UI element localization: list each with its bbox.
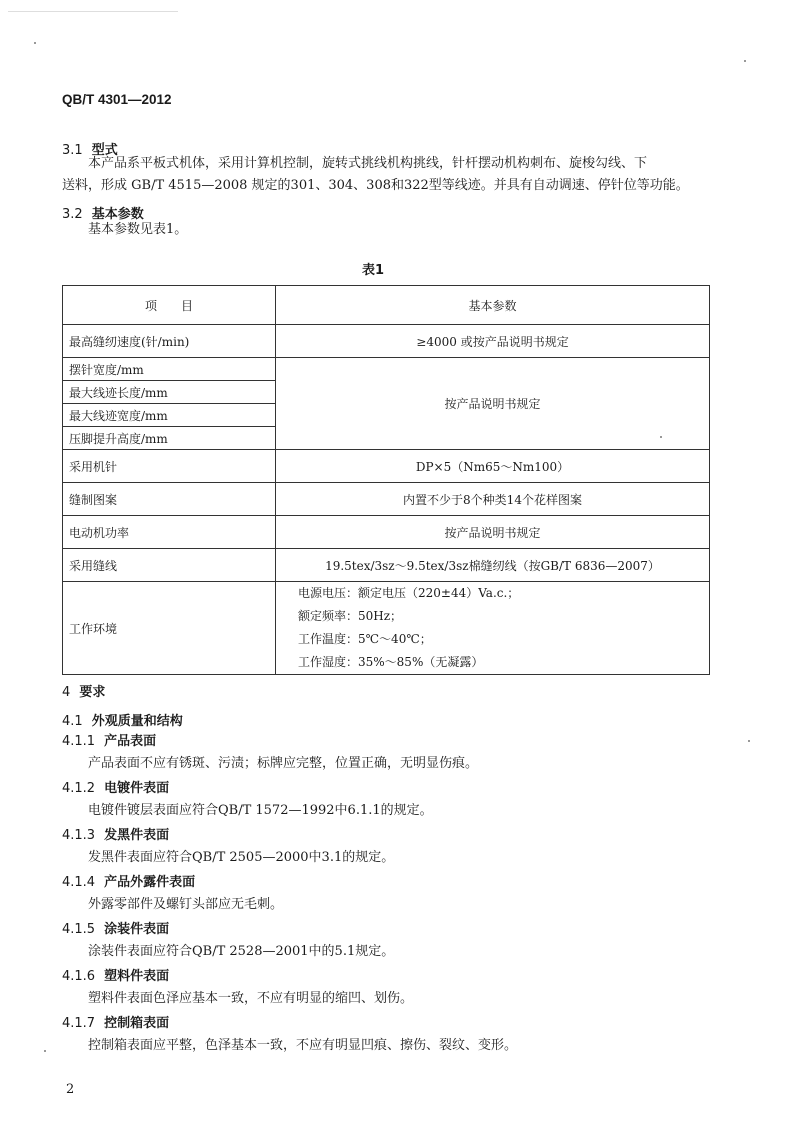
standard-id: QB/T 4301—2012 xyxy=(62,92,172,107)
subsection-title: 产品外露件表面 xyxy=(104,875,196,890)
subsection-number: 4.1.6 xyxy=(62,969,96,984)
subsection-number: 4.1.1 xyxy=(62,734,96,749)
section-3-2-body: 基本参数见表1。 xyxy=(88,222,188,237)
requirement-item xyxy=(62,825,742,872)
env-line: 电源电压：额定电压（220±44）Va.c.； xyxy=(298,586,520,600)
table-row xyxy=(63,325,710,358)
paragraph-line: 送料，形成 GB/T 4515—2008 规定的301、304、308和322型等线迹。并具有自动调速、停针位等功能。 xyxy=(62,178,689,193)
env-cell xyxy=(276,582,710,675)
subsection-title: 发黑件表面 xyxy=(104,828,170,843)
subsection-title: 塑料件表面 xyxy=(104,969,170,984)
subsection-heading xyxy=(62,966,742,988)
scan-speck xyxy=(748,740,750,742)
subsection-number: 4.1.2 xyxy=(62,781,96,796)
table-row xyxy=(63,483,710,516)
subsection-heading xyxy=(62,1013,742,1035)
param-name: 缝制图案 xyxy=(63,483,276,516)
section-number: 3.2 xyxy=(62,207,83,222)
subsection-title: 电镀件表面 xyxy=(104,781,170,796)
subsection-text: 控制箱表面应平整，色泽基本一致，不应有明显凹痕、擦伤、裂纹、变形。 xyxy=(88,1038,518,1053)
subsection-number: 4.1.4 xyxy=(62,875,96,890)
param-value: 按产品说明书规定 xyxy=(276,516,710,549)
scan-speck xyxy=(44,1050,46,1052)
section-3-1-body xyxy=(62,153,689,197)
header-cell-params: 基本参数 xyxy=(276,286,710,325)
requirement-item xyxy=(62,919,742,966)
param-name: 最大线迹宽度/mm xyxy=(63,404,276,427)
table-row xyxy=(63,516,710,549)
section-title: 基本参数 xyxy=(91,207,144,222)
section-number: 4.1 xyxy=(62,714,83,729)
param-name: 工作环境 xyxy=(63,582,276,675)
section-title: 型式 xyxy=(91,143,118,158)
subsection-text: 塑料件表面色泽应基本一致，不应有明显的缩凹、划伤。 xyxy=(88,991,414,1006)
requirement-item xyxy=(62,778,742,825)
subsection-text: 发黑件表面应符合QB/T 2505—2000中3.1的规定。 xyxy=(88,850,395,865)
param-name: 压脚提升高度/mm xyxy=(63,427,276,450)
section-number: 3.1 xyxy=(62,143,83,158)
subsection-number: 4.1.5 xyxy=(62,922,96,937)
param-name: 电动机功率 xyxy=(63,516,276,549)
section-number: 4 xyxy=(62,685,71,700)
table-header-row xyxy=(63,286,710,325)
subsection-title: 控制箱表面 xyxy=(104,1016,170,1031)
section-title: 要求 xyxy=(79,685,106,700)
section-title: 外观质量和结构 xyxy=(91,714,183,729)
env-line: 工作湿度：35%～85%（无凝露） xyxy=(298,655,484,669)
env-line: 工作温度：5℃～40℃； xyxy=(298,632,432,646)
requirement-item xyxy=(62,966,742,1013)
page-number: 2 xyxy=(66,1082,75,1097)
parameter-table xyxy=(62,285,710,675)
param-name: 摆针宽度/mm xyxy=(63,358,276,381)
requirement-item xyxy=(62,1013,742,1060)
table-caption: 表1 xyxy=(362,263,385,278)
table-row xyxy=(63,450,710,483)
subsection-text: 涂装件表面应符合QB/T 2528—2001中的5.1规定。 xyxy=(88,944,395,959)
subsection-number: 4.1.7 xyxy=(62,1016,96,1031)
param-value: 19.5tex/3sz～9.5tex/3sz棉缝纫线（按GB/T 6836—2007） xyxy=(276,549,710,582)
param-value-merged: 按产品说明书规定 xyxy=(276,358,710,450)
subsection-text: 产品表面不应有锈斑、污渍；标牌应完整，位置正确，无明显伤痕。 xyxy=(88,756,479,771)
table-row xyxy=(63,582,710,675)
section-4-1-heading xyxy=(62,710,183,729)
requirement-item xyxy=(62,872,742,919)
param-value: 内置不少于8个种类14个花样图案 xyxy=(276,483,710,516)
param-name: 采用机针 xyxy=(63,450,276,483)
table-row xyxy=(63,549,710,582)
requirement-item xyxy=(62,731,742,778)
subsection-heading xyxy=(62,872,742,894)
param-name: 最大线迹长度/mm xyxy=(63,381,276,404)
subsection-heading xyxy=(62,731,742,753)
subsection-text: 外露零部件及螺钉头部应无毛刺。 xyxy=(88,897,284,912)
subsection-heading xyxy=(62,919,742,941)
subsection-number: 4.1.3 xyxy=(62,828,96,843)
paragraph-line: 本产品系平板式机体，采用计算机控制，旋转式挑线机构挑线，针杆摆动机构刺布、旋梭勾线、下 xyxy=(88,156,648,171)
scan-speck xyxy=(34,42,36,44)
env-line: 额定频率：50Hz； xyxy=(298,609,403,623)
param-value: ≥4000 或按产品说明书规定 xyxy=(276,325,710,358)
param-name: 最高缝纫速度(针/min) xyxy=(63,325,276,358)
requirements-list xyxy=(62,731,742,1060)
header-cell-item: 项 目 xyxy=(63,286,276,325)
watermark-banner xyxy=(8,2,178,12)
subsection-title: 产品表面 xyxy=(104,734,157,749)
param-name: 采用缝线 xyxy=(63,549,276,582)
subsection-title: 涂装件表面 xyxy=(104,922,170,937)
subsection-heading xyxy=(62,825,742,847)
subsection-heading xyxy=(62,778,742,800)
param-value: DP×5（Nm65～Nm100） xyxy=(276,450,710,483)
table-row xyxy=(63,358,710,381)
section-4-heading xyxy=(62,681,105,700)
scan-speck xyxy=(744,60,746,62)
subsection-text: 电镀件镀层表面应符合QB/T 1572—1992中6.1.1的规定。 xyxy=(88,803,433,818)
